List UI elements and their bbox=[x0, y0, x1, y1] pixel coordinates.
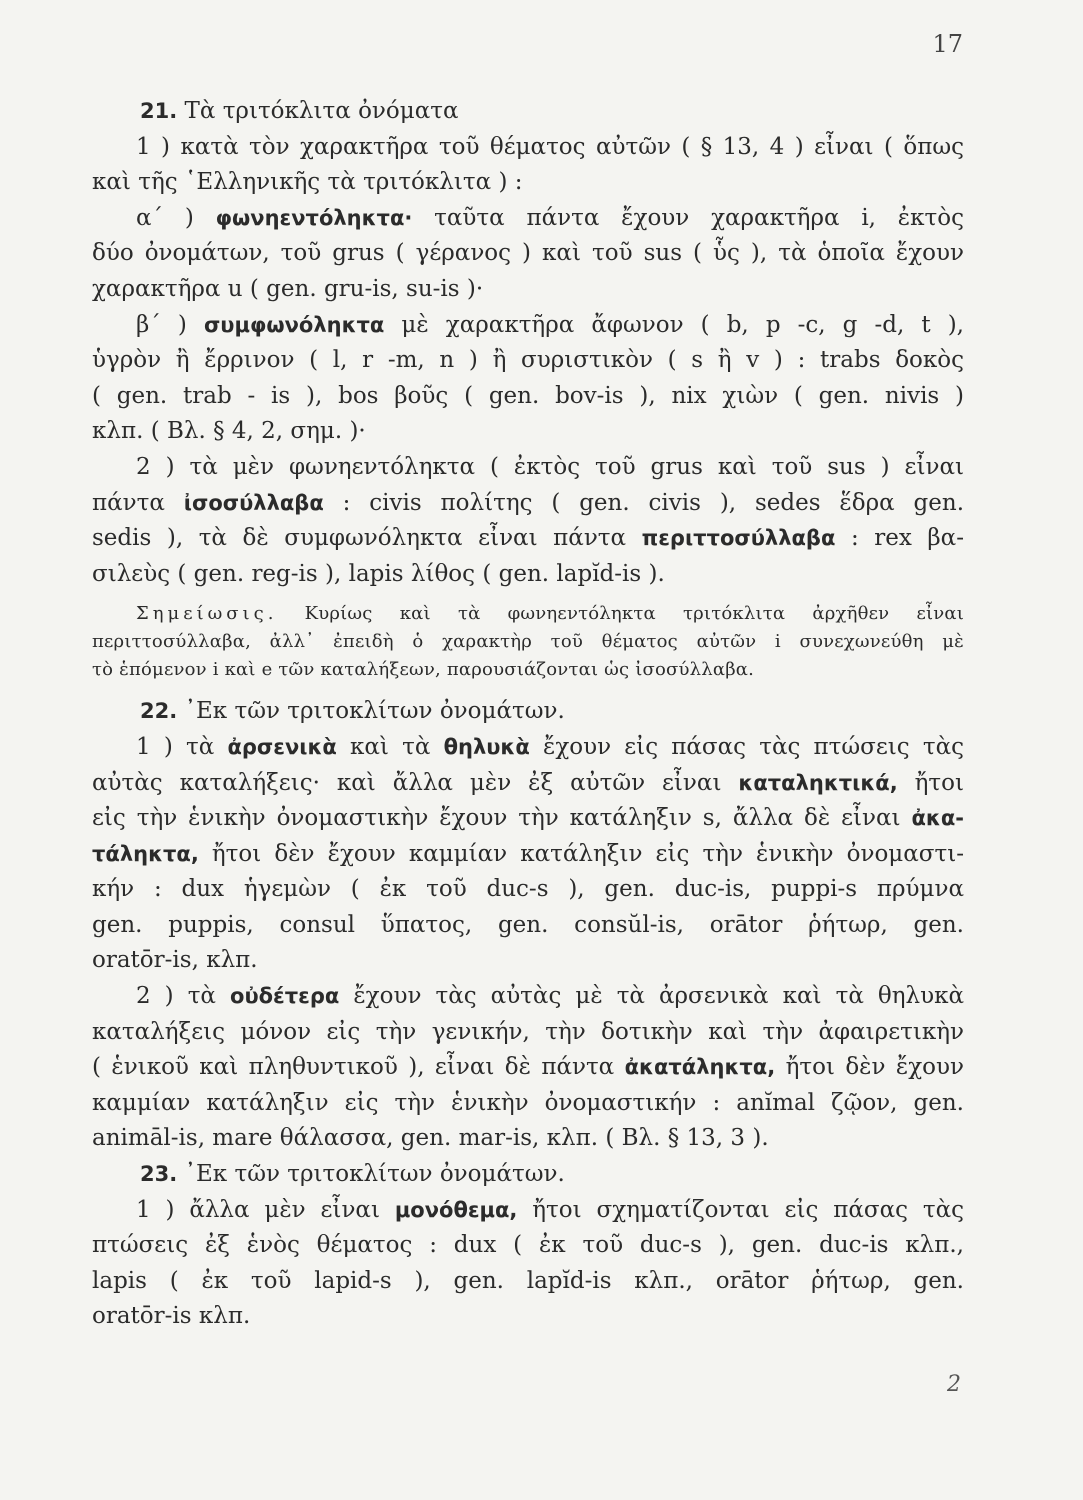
text-run: ἤτοι δὲν ἔχουν καμμίαν κατάληξιν εἰς τὴν ἑνικὴν ὀνομαστι- bbox=[198, 840, 964, 867]
text-run: lapis ( ἐκ τοῦ lapid-s ), gen. lapĭd-is κλπ., orātor ῥήτωρ, gen. bbox=[92, 1267, 964, 1294]
text-line bbox=[92, 1157, 964, 1193]
text-line bbox=[92, 1193, 964, 1229]
text-line bbox=[92, 730, 964, 766]
text-line bbox=[92, 450, 964, 486]
text-line bbox=[92, 130, 964, 166]
text-line bbox=[92, 943, 964, 979]
text-line bbox=[92, 343, 964, 379]
text-line bbox=[92, 628, 964, 656]
text-run: ἤτοι δὲν ἔχουν bbox=[775, 1054, 964, 1081]
bold-term: ἀκατάληκτα, bbox=[624, 1055, 776, 1080]
text-line bbox=[92, 1228, 964, 1264]
text-line bbox=[92, 979, 964, 1015]
text-run: gen. puppis, consul ὕπατος, gen. consŭl-is, orātor ῥήτωρ, gen. bbox=[92, 911, 964, 938]
text-line bbox=[92, 165, 964, 201]
text-run: 1 ) ἄλλα μὲν εἶναι bbox=[136, 1196, 395, 1223]
text-run: πτώσεις ἐξ ἑνὸς θέματος : dux ( ἐκ τοῦ duc-s ), gen. duc-is κλπ., bbox=[92, 1232, 964, 1259]
text-run: καὶ τὰ bbox=[336, 733, 444, 760]
text-run: ἔχουν τὰς αὐτὰς μὲ τὰ ἀρσενικὰ καὶ τὰ θηλυκὰ bbox=[339, 983, 964, 1010]
text-run: κλπ. ( Βλ. § 4, 2, σημ. )· bbox=[92, 418, 366, 445]
bold-term: καταληκτικά, bbox=[738, 770, 898, 795]
text-run: 2 ) τὰ μὲν φωνηεντόληκτα ( ἐκτὸς τοῦ grus καὶ τοῦ sus ) εἶναι bbox=[136, 453, 964, 480]
text-line bbox=[92, 1299, 964, 1335]
text-line bbox=[92, 837, 964, 873]
text-run: ἤτοι σχηματίζονται εἰς πάσας τὰς bbox=[517, 1196, 964, 1223]
bold-term: ἀκα- bbox=[911, 806, 964, 831]
text-run: τὸ ἑπόμενον i καὶ e τῶν καταλήξεων, παρουσιάζονται ὡς ἰσοσύλλαβα. bbox=[92, 659, 755, 681]
text-line bbox=[92, 272, 964, 308]
text-run: Σημείωσις. bbox=[136, 603, 278, 625]
signature-mark: 2 bbox=[947, 1372, 961, 1397]
text-run: χαρακτῆρα u ( gen. gru-is, su-is )· bbox=[92, 275, 484, 302]
text-run: μὲ χαρακτῆρα ἄφωνον ( b, p -c, g -d, t ), bbox=[384, 311, 964, 338]
text-line bbox=[92, 801, 964, 837]
text-line bbox=[92, 1050, 964, 1086]
text-run: καταλήξεις μόνον εἰς τὴν γενικήν, τὴν δοτικὴν καὶ τὴν ἀφαιρετικὴν bbox=[92, 1018, 964, 1045]
text-line bbox=[92, 1121, 964, 1157]
bold-term: μονόθεμα, bbox=[394, 1197, 518, 1222]
bold-term: ἀρσενικὰ bbox=[227, 734, 337, 759]
body-text bbox=[92, 94, 964, 1335]
text-run: : civis πολίτης ( gen. civis ), sedes ἕδρα gen. bbox=[323, 489, 964, 516]
text-line bbox=[92, 1086, 964, 1122]
text-line bbox=[92, 656, 964, 684]
text-line bbox=[92, 1264, 964, 1300]
text-run: oratōr-is κλπ. bbox=[92, 1303, 251, 1330]
text-run: κήν : dux ἡγεμὼν ( ἐκ τοῦ duc-s ), gen. duc-is, puppi-s πρύμνα bbox=[92, 876, 964, 903]
text-run: αὐτὰς καταλήξεις· καὶ ἄλλα μὲν ἐξ αὐτῶν εἶναι bbox=[92, 769, 739, 796]
bold-term: φωνηεντόληκτα· bbox=[215, 205, 413, 230]
text-run: : rex βα- bbox=[835, 525, 964, 552]
text-line bbox=[92, 1015, 964, 1051]
text-run: Κυρίως καὶ τὰ φωνηεντόληκτα τριτόκλιτα ἀρχῆθεν εἶναι bbox=[277, 603, 964, 625]
bold-term: 22. bbox=[140, 699, 178, 724]
text-line bbox=[92, 766, 964, 802]
bold-term: θηλυκὰ bbox=[443, 734, 530, 759]
text-line bbox=[92, 236, 964, 272]
text-run: σιλεὺς ( gen. reg-is ), lapis λίθος ( gen. lapĭd-is ). bbox=[92, 560, 665, 587]
text-run: 1 ) κατὰ τὸν χαρακτῆρα τοῦ θέματος αὐτῶν ( § 13, 4 ) εἶναι ( ὅπως bbox=[136, 133, 964, 160]
text-line bbox=[92, 414, 964, 450]
text-line bbox=[92, 908, 964, 944]
text-run: ᾽Εκ τῶν τριτοκλίτων ὀνομάτων. bbox=[177, 698, 565, 725]
text-run: ᾽Εκ τῶν τριτοκλίτων ὀνομάτων. bbox=[177, 1161, 565, 1188]
text-run: ἤτοι bbox=[897, 769, 964, 796]
text-run: καμμίαν κατάληξιν εἰς τὴν ἑνικὴν ὀνομαστικήν : anĭmal ζῷον, gen. bbox=[92, 1089, 964, 1116]
text-run: περιττοσύλλαβα, ἀλλ᾽ ἐπειδὴ ὁ χαρακτὴρ τοῦ θέματος αὐτῶν i συνεχωνεύθη μὲ bbox=[92, 631, 964, 653]
text-run: ὑγρὸν ἢ ἔρρινον ( l, r -m, n ) ἢ συριστικὸν ( s ἢ v ) : trabs δοκὸς bbox=[92, 347, 964, 374]
text-run: εἰς τὴν ἑνικὴν ὀνομαστικὴν ἔχουν τὴν κατάληξιν s, ἄλλα δὲ εἶναι bbox=[92, 805, 912, 832]
text-run: 2 ) τὰ bbox=[136, 983, 231, 1010]
text-run: sedis ), τὰ δὲ συμφωνόληκτα εἶναι πάντα bbox=[92, 525, 642, 552]
bold-term: τάληκτα, bbox=[92, 841, 199, 866]
text-run: δύο ὀνομάτων, τοῦ grus ( γέρανος ) καὶ τοῦ sus ( ὗς ), τὰ ὁποῖα ἔχουν bbox=[92, 240, 964, 267]
text-line bbox=[92, 557, 964, 593]
page-number: 17 bbox=[932, 30, 963, 58]
text-run: καὶ τῆς ῾Ελληνικῆς τὰ τριτόκλιτα ) : bbox=[92, 169, 523, 196]
text-run: α΄ ) bbox=[136, 204, 216, 231]
text-run: 1 ) τὰ bbox=[136, 733, 228, 760]
bold-term: ἰσοσύλλαβα bbox=[183, 490, 324, 515]
text-line bbox=[92, 872, 964, 908]
text-line bbox=[92, 308, 964, 344]
text-line bbox=[92, 486, 964, 522]
text-run: ἔχουν εἰς πάσας τὰς πτώσεις τὰς bbox=[529, 733, 964, 760]
text-line bbox=[92, 694, 964, 730]
text-line bbox=[92, 201, 964, 237]
text-run: β΄ ) bbox=[136, 311, 204, 338]
text-run: ταῦτα πάντα ἔχουν χαρακτῆρα i, ἐκτὸς bbox=[412, 204, 964, 231]
bold-term: οὐδέτερα bbox=[230, 984, 340, 1009]
bold-term: 23. bbox=[140, 1162, 178, 1187]
text-run: Τὰ τριτόκλιτα ὀνόματα bbox=[177, 98, 459, 124]
text-run: ( gen. trab - is ), bos βοῦς ( gen. bov-is ), nix χιὼν ( gen. nivis ) bbox=[92, 382, 964, 409]
text-line bbox=[92, 379, 964, 415]
text-run: oratōr-is, κλπ. bbox=[92, 947, 258, 974]
text-run: πάντα bbox=[92, 489, 184, 516]
text-line bbox=[92, 521, 964, 557]
text-run: ( ἑνικοῦ καὶ πληθυντικοῦ ), εἶναι δὲ πάντα bbox=[92, 1054, 625, 1081]
bold-term: περιττοσύλλαβα bbox=[641, 526, 836, 551]
bold-term: συμφωνόληκτα bbox=[203, 312, 385, 337]
text-line bbox=[92, 600, 964, 628]
text-run: animāl-is, mare θάλασσα, gen. mar-is, κλπ. ( Βλ. § 13, 3 ). bbox=[92, 1125, 769, 1152]
text-line bbox=[92, 94, 964, 130]
bold-term: 21. bbox=[140, 99, 178, 123]
